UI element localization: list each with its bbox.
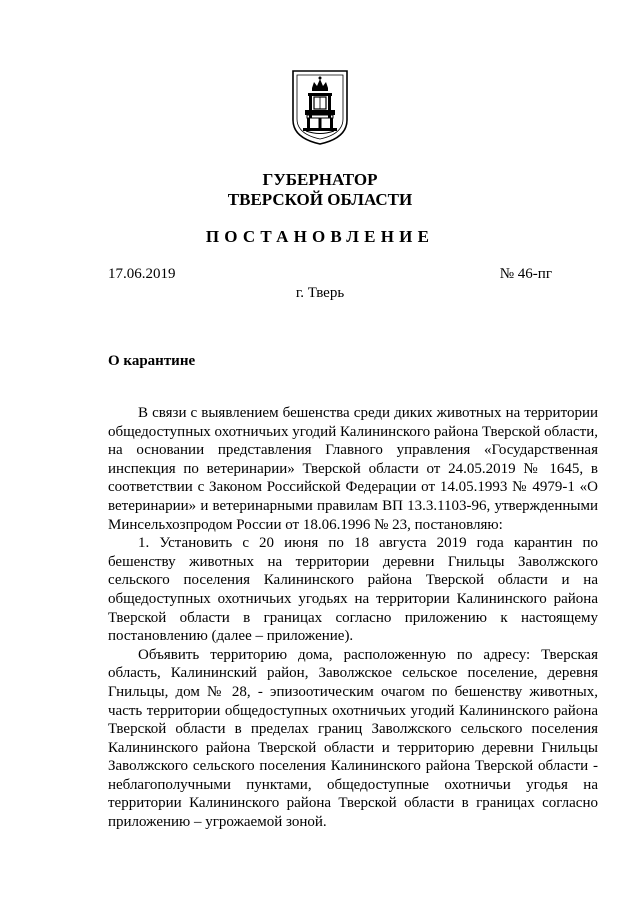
body-paragraph: 1. Установить с 20 июня по 18 августа 2019 года карантин по бешенству животных на территории деревни Гнильцы Заволжского сельского поселения Калининского района Тверской области и на общедоступных охотничьих угодьях на территории Калининского района Тверской области в границах согласно приложению к настоящему постановлению (далее – приложение). (108, 535, 598, 645)
document-subject: О карантине (108, 353, 196, 369)
document-city: г. Тверь (295, 285, 345, 301)
body-paragraph: Объявить территорию дома, расположенную по адресу: Тверская область, Калининский район, Заволжское сельское поселение, деревня Гнильцы, дом № 28, - эпизоотическим очагом по бешенству животных, часть территории общедоступных охотничьих угодий Калининского района Тверской области в пределах границ Заволжского сельского поселения Калининского района Тверской области и территорию деревни Гнильцы Заволжского сельского поселения Калининского района Тверской области - неблагополучными пунктами, общедоступные охотничьи угодья на территории Калининского района Тверской области в границах согласно приложению – угрожаемой зоной. (108, 646, 598, 831)
document-type-heading: ПОСТАНОВЛЕНИЕ (205, 227, 435, 246)
issuer-title-line1: ГУБЕРНАТОР (262, 170, 378, 189)
body-paragraph: В связи с выявлением бешенства среди диких животных на территории общедоступных охотничьих угодий Калининского района Тверской области, на основании представления Главного управления «Государственная инспекция по ветеринарии» Тверской области от 24.05.2019 № 1645, в соответствии с Законом Российской Федерации от 14.05.1993 № 4979-1 «О ветеринарии» и ветеринарными правилам ВП 13.3.1103-96, утвержденными Минсельхозпродом России от 18.06.1996 № 23, постановляю: (108, 405, 598, 533)
coat-of-arms-icon (290, 68, 350, 146)
document-date: 17.06.2019 (108, 266, 176, 282)
document-number: № 46-пг (499, 266, 552, 282)
document-body (108, 404, 598, 832)
issuer-title-line2: ТВЕРСКОЙ ОБЛАСТИ (227, 190, 413, 209)
